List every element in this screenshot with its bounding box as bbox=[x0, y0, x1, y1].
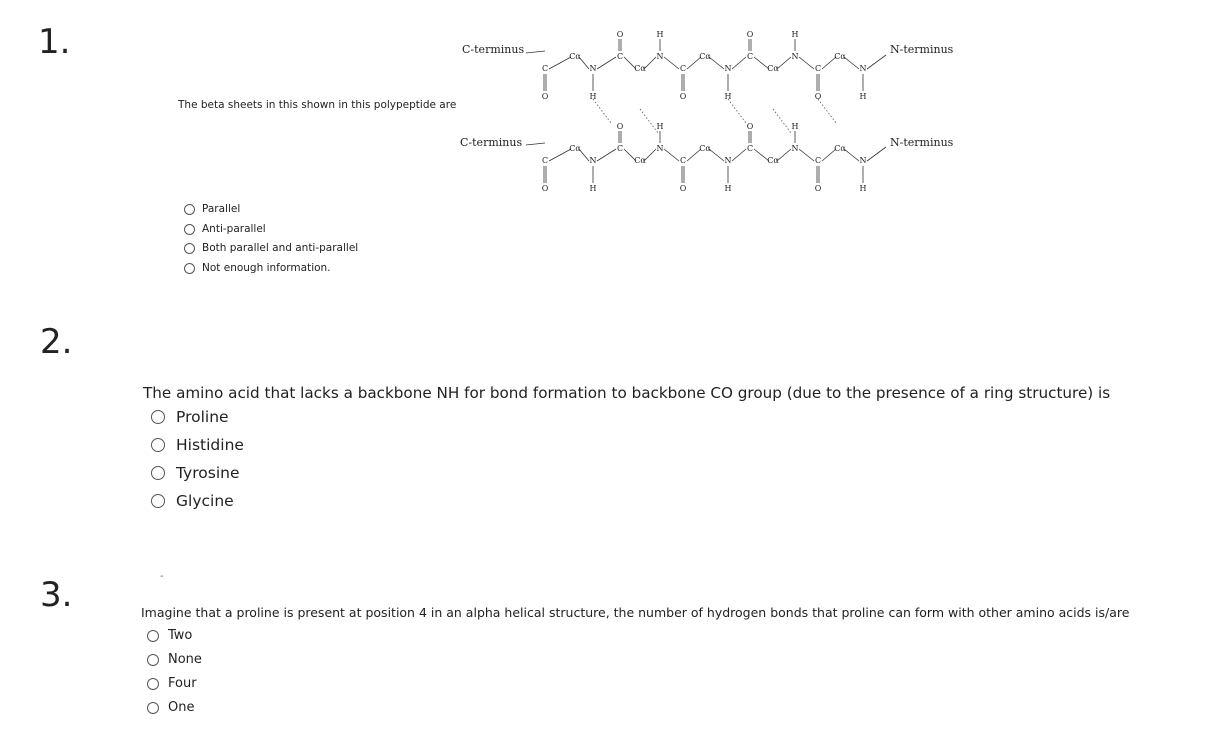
bond-line bbox=[664, 57, 679, 69]
question-prompt: The amino acid that lacks a backbone NH for bond formation to backbone CO group (due to the presence of a ring structure) is bbox=[143, 384, 1111, 402]
atom-label: Cα bbox=[569, 144, 581, 153]
atom-label: C bbox=[541, 64, 549, 73]
bond-line bbox=[549, 57, 571, 69]
bond-line bbox=[640, 109, 658, 133]
bond-line bbox=[549, 149, 571, 161]
bond-line bbox=[579, 57, 589, 69]
option-glycine[interactable] bbox=[151, 492, 234, 510]
atom-label: O bbox=[541, 92, 549, 101]
bond-line bbox=[844, 149, 859, 161]
question-number: 3. bbox=[40, 575, 73, 615]
option-both[interactable] bbox=[184, 242, 358, 254]
atom-label: N bbox=[656, 144, 664, 153]
option-label: Proline bbox=[176, 408, 229, 426]
radio-button[interactable] bbox=[151, 410, 165, 424]
atom-label: C bbox=[679, 64, 687, 73]
atom-label: C bbox=[746, 144, 754, 153]
atom-label: Cα bbox=[634, 64, 646, 73]
bond-line bbox=[867, 147, 886, 161]
hydrogen-bonds bbox=[593, 99, 836, 133]
option-label: Both parallel and anti-parallel bbox=[202, 242, 359, 254]
atom-label: H bbox=[589, 184, 597, 193]
atom-label: O bbox=[679, 92, 687, 101]
bottom-strand bbox=[526, 122, 886, 193]
atom-label: H bbox=[859, 92, 867, 101]
option-parallel[interactable] bbox=[184, 203, 240, 215]
atom-label: N bbox=[589, 64, 597, 73]
atom-label: O bbox=[746, 30, 754, 39]
atom-label: H bbox=[656, 30, 664, 39]
atom-label: H bbox=[589, 92, 597, 101]
atom-label: H bbox=[724, 184, 732, 193]
bond-line bbox=[526, 143, 545, 145]
question-number: 1. bbox=[38, 22, 71, 62]
atom-label: Cα bbox=[699, 52, 711, 61]
radio-button[interactable] bbox=[147, 654, 159, 666]
c-terminus-label-bottom: C-terminus bbox=[460, 136, 523, 149]
c-terminus-label-top: C-terminus bbox=[462, 43, 525, 56]
atom-label: Cα bbox=[634, 156, 646, 165]
option-two[interactable] bbox=[147, 628, 192, 643]
atom-label: H bbox=[656, 122, 664, 131]
bond-line bbox=[732, 149, 746, 161]
bond-line bbox=[664, 149, 679, 161]
atom-label: H bbox=[791, 30, 799, 39]
radio-button[interactable] bbox=[184, 263, 195, 274]
option-label: Glycine bbox=[176, 492, 234, 510]
radio-button[interactable] bbox=[184, 243, 195, 254]
atom-label: C bbox=[814, 156, 822, 165]
radio-button[interactable] bbox=[184, 224, 195, 235]
n-terminus-label-top: N-terminus bbox=[890, 43, 954, 56]
atom-label: H bbox=[791, 122, 799, 131]
atom-label: N bbox=[859, 156, 867, 165]
bond-line bbox=[644, 149, 656, 161]
atom-label: N bbox=[724, 64, 732, 73]
bond-line bbox=[773, 109, 791, 133]
atom-label: O bbox=[616, 30, 624, 39]
atom-label: C bbox=[616, 52, 624, 61]
bond-line bbox=[799, 149, 814, 161]
atom-label: O bbox=[814, 184, 822, 193]
atom-label: O bbox=[814, 92, 822, 101]
radio-button[interactable] bbox=[151, 494, 165, 508]
option-anti-parallel[interactable] bbox=[184, 223, 266, 235]
question-prompt: The beta sheets in this shown in this polypeptide are bbox=[178, 99, 457, 111]
option-not-enough-info[interactable] bbox=[184, 262, 331, 274]
bond-line bbox=[597, 57, 616, 69]
option-label: Parallel bbox=[202, 203, 241, 215]
option-histidine[interactable] bbox=[151, 436, 244, 454]
atom-label: Cα bbox=[569, 52, 581, 61]
bond-line bbox=[579, 149, 589, 161]
atom-label: N bbox=[859, 64, 867, 73]
atom-label: N bbox=[724, 156, 732, 165]
option-four[interactable] bbox=[147, 676, 197, 691]
bond-line bbox=[777, 149, 791, 161]
atom-label: Cα bbox=[834, 144, 846, 153]
option-label: One bbox=[168, 700, 195, 715]
option-label: Two bbox=[168, 628, 193, 643]
atom-label: Cα bbox=[699, 144, 711, 153]
bond-line bbox=[526, 51, 545, 53]
radio-button[interactable] bbox=[147, 630, 159, 642]
option-label: Anti-parallel bbox=[202, 223, 266, 235]
option-label: None bbox=[168, 652, 202, 667]
stray-mark: - bbox=[160, 571, 164, 582]
option-label: Four bbox=[168, 676, 197, 691]
atom-label: O bbox=[541, 184, 549, 193]
option-none[interactable] bbox=[147, 652, 202, 667]
atom-label: N bbox=[589, 156, 597, 165]
bond-line bbox=[844, 57, 859, 69]
bond-line bbox=[818, 99, 836, 123]
option-proline[interactable] bbox=[151, 408, 229, 426]
beta-sheet-diagram bbox=[440, 15, 980, 200]
atom-label: C bbox=[814, 64, 822, 73]
question-prompt: Imagine that a proline is present at position 4 in an alpha helical structure, the number of hydrogen bonds that proline can form with other amino acids is/are bbox=[141, 605, 1130, 620]
bond-line bbox=[597, 149, 616, 161]
atom-label: H bbox=[859, 184, 867, 193]
bond-line bbox=[728, 99, 746, 123]
option-one[interactable] bbox=[147, 700, 194, 715]
bond-line bbox=[709, 149, 724, 161]
bond-line bbox=[732, 57, 746, 69]
option-label: Tyrosine bbox=[176, 464, 240, 482]
question-number: 2. bbox=[40, 322, 73, 362]
atom-label: C bbox=[616, 144, 624, 153]
radio-button[interactable] bbox=[184, 204, 195, 215]
option-label: Histidine bbox=[176, 436, 244, 454]
atom-label: N bbox=[791, 52, 799, 61]
atom-label: C bbox=[679, 156, 687, 165]
atom-label: O bbox=[679, 184, 687, 193]
atom-label: O bbox=[616, 122, 624, 131]
atom-label: Cα bbox=[767, 156, 779, 165]
radio-button[interactable] bbox=[151, 466, 165, 480]
atom-label: C bbox=[746, 52, 754, 61]
option-label: Not enough information. bbox=[202, 262, 331, 274]
top-strand bbox=[526, 30, 886, 101]
bond-line bbox=[644, 57, 656, 69]
option-tyrosine[interactable] bbox=[151, 464, 239, 482]
atom-label: N bbox=[791, 144, 799, 153]
atom-label: N bbox=[656, 52, 664, 61]
bond-line bbox=[709, 57, 724, 69]
radio-button[interactable] bbox=[151, 438, 165, 452]
atom-label: H bbox=[724, 92, 732, 101]
radio-button[interactable] bbox=[147, 678, 159, 690]
bond-line bbox=[777, 57, 791, 69]
atom-label: Cα bbox=[834, 52, 846, 61]
bond-line bbox=[867, 55, 886, 69]
n-terminus-label-bottom: N-terminus bbox=[890, 136, 954, 149]
atom-label: O bbox=[746, 122, 754, 131]
radio-button[interactable] bbox=[147, 702, 159, 714]
atom-label: Cα bbox=[767, 64, 779, 73]
atom-label: C bbox=[541, 156, 549, 165]
bond-line bbox=[593, 99, 611, 123]
bond-line bbox=[799, 57, 814, 69]
